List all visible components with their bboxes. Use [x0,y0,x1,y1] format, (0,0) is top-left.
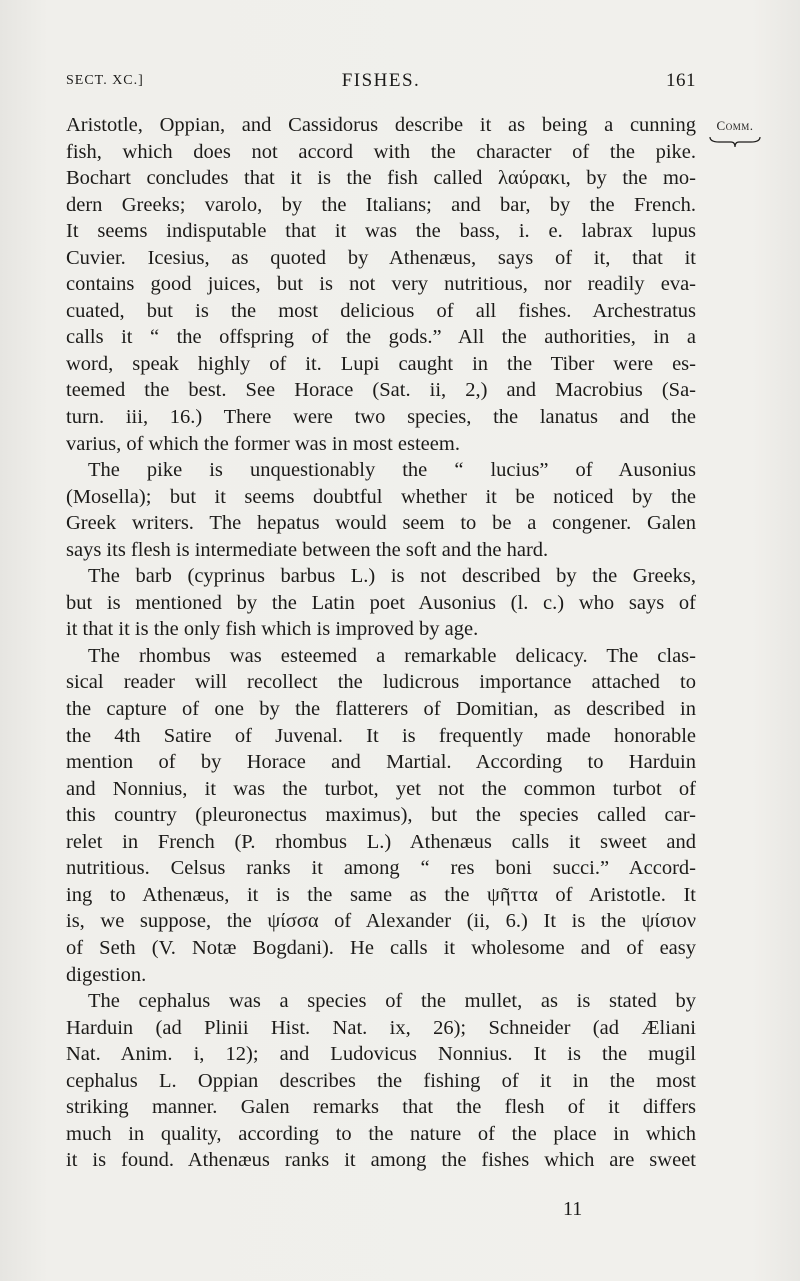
text-line-15: (Mosella); but it seems doubtful whether it be noticed by the [66,485,696,508]
text-line-14: The pike is unquestionably the “ lucius” of Ausonius [88,459,696,482]
text-line-40: it is found. Athenæus ranks it among the fishes which are sweet [66,1149,696,1172]
text-line-18: The barb (cyprinus barbus L.) is not described by the Greeks, [88,565,696,588]
text-line-6: Cuvier. Icesius, as quoted by Athenæus, says of it, that it [66,246,696,269]
text-line-20: it that it is the only fish which is improved by age. [66,618,479,641]
text-line-17: says its flesh is intermediate between the soft and the hard. [66,538,549,561]
text-line-39: much in quality, according to the nature of the place in which [66,1122,696,1145]
text-line-13: varius, of which the former was in most esteem. [66,432,460,455]
text-line-9: calls it “ the offspring of the gods.” All the authorities, in a [66,326,696,349]
brace-icon [709,136,761,148]
text-line-12: turn. iii, 16.) There were two species, the lanatus and the [66,406,696,429]
text-line-32: of Seth (V. Notæ Bogdani). He calls it wholesome and of easy [66,936,696,959]
text-line-38: striking manner. Galen remarks that the flesh of it differs [66,1096,696,1119]
text-line-4: dern Greeks; varolo, by the Italians; and bar, by the French. [66,193,696,216]
text-line-19: but is mentioned by the Latin poet Ausonius (l. c.) who says of [66,591,696,614]
margin-note [703,118,767,148]
text-line-11: teemed the best. See Horace (Sat. ii, 2,) and Macrobius (Sa- [66,379,696,402]
text-line-16: Greek writers. The hepatus would seem to be a congener. Galen [66,512,696,535]
text-line-27: this country (pleuronectus maximus), but the species called car- [66,804,696,827]
text-line-21: The rhombus was esteemed a remarkable delicacy. The clas- [88,644,696,667]
text-line-7: contains good juices, but is not very nutritious, nor readily eva- [66,273,696,296]
text-line-31: is, we suppose, the ψίσσα of Alexander (ii, 6.) It is the ψίσιον [66,910,696,933]
text-line-24: the 4th Satire of Juvenal. It is frequently made honorable [66,724,696,747]
text-line-1: Aristotle, Oppian, and Cassidorus describe it as being a cunning [66,114,696,136]
text-line-37: cephalus L. Oppian describes the fishing of it in the most [66,1069,696,1092]
text-line-29: nutritious. Celsus ranks it among “ res boni succi.” Accord- [66,857,696,880]
body-text [66,112,696,1174]
text-line-28: relet in French (P. rhombus L.) Athenæus calls it sweet and [66,830,696,853]
text-line-5: It seems indisputable that it was the bass, i. e. labrax lupus [66,220,696,243]
text-line-10: word, speak highly of it. Lupi caught in the Tiber were es- [66,352,696,375]
text-line-22: sical reader will recollect the ludicrous importance attached to [66,671,696,694]
text-line-33: digestion. [66,963,147,986]
text-line-8: cuated, but is the most delicious of all fishes. Archestratus [66,299,696,322]
text-line-23: the capture of one by the flatterers of Domitian, as described in [66,698,696,721]
margin-note-label: Comm. [716,118,754,133]
text-line-34: The cephalus was a species of the mullet, as is stated by [88,990,696,1013]
section-label: SECT. XC.] [66,73,144,88]
text-line-36: Nat. Anim. i, 12); and Ludovicus Nonnius. It is the mugil [66,1043,696,1066]
running-head [66,70,696,96]
text-line-35: Harduin (ad Plinii Hist. Nat. ix, 26); Schneider (ad Æliani [66,1016,696,1039]
text-line-2: fish, which does not accord with the character of the pike. [66,140,696,163]
text-line-25: mention of by Horace and Martial. According to Harduin [66,751,696,774]
signature-mark: 11 [563,1198,583,1220]
page-number: 161 [666,70,696,91]
page-title: FISHES. [341,70,421,91]
text-line-30: ing to Athenæus, it is the same as the ψῆττα of Aristotle. It [66,883,696,906]
text-line-3: Bochart concludes that it is the fish called λαύρακι, by the mo- [66,167,696,190]
text-line-26: and Nonnius, it was the turbot, yet not the common turbot of [66,777,696,800]
